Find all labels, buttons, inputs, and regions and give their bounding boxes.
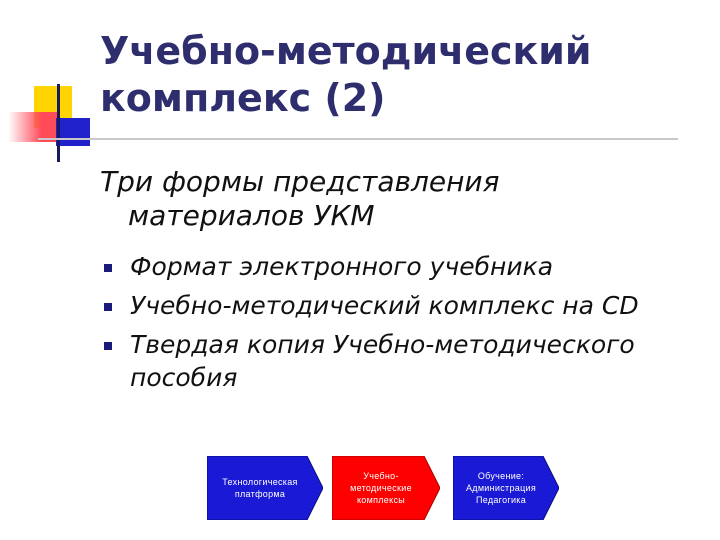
flow-box-label [332, 456, 440, 520]
bullet-text: Учебно-методический комплекс на CD [130, 291, 639, 320]
bullet-text: Формат электронного учебника [130, 252, 554, 281]
slide-title [100, 28, 700, 122]
bullet-list [100, 250, 680, 400]
slide-subtitle [100, 165, 660, 233]
bullet-square-icon [104, 264, 112, 272]
flow-box-line: Педагогика [475, 495, 527, 505]
decor-blue-square [56, 118, 90, 146]
flow-box-learning [453, 456, 559, 520]
flow-box-line: Администрация [465, 483, 537, 493]
flow-box-line: Обучение: [477, 471, 525, 481]
flow-box-line: комплексы [356, 495, 406, 505]
flow-box-platform [207, 456, 323, 520]
bullet-item [100, 250, 680, 283]
slide-title-line-2: комплекс (2) [100, 76, 386, 120]
decor-vertical-line [57, 84, 60, 162]
slide-title-line-1: Учебно-методический [100, 29, 592, 73]
flow-box-label [453, 456, 559, 520]
bullet-item [100, 289, 680, 322]
subtitle-line-1: Три формы представления [100, 165, 500, 198]
flow-box-line: Учебно- [363, 471, 399, 481]
flow-box-line: платформа [234, 489, 286, 499]
flow-box-line: методические [350, 483, 412, 493]
bullet-square-icon [104, 303, 112, 311]
bullet-text: Твердая копия Учебно-методического пособия [130, 330, 635, 392]
flow-box-line: Технологическая [222, 477, 298, 487]
decor-horizontal-rule [38, 138, 678, 140]
bullet-item [100, 328, 680, 394]
subtitle-line-2: материалов УКМ [128, 199, 375, 232]
flow-box-complexes [332, 456, 440, 520]
flow-box-label [207, 456, 323, 520]
bullet-square-icon [104, 342, 112, 350]
